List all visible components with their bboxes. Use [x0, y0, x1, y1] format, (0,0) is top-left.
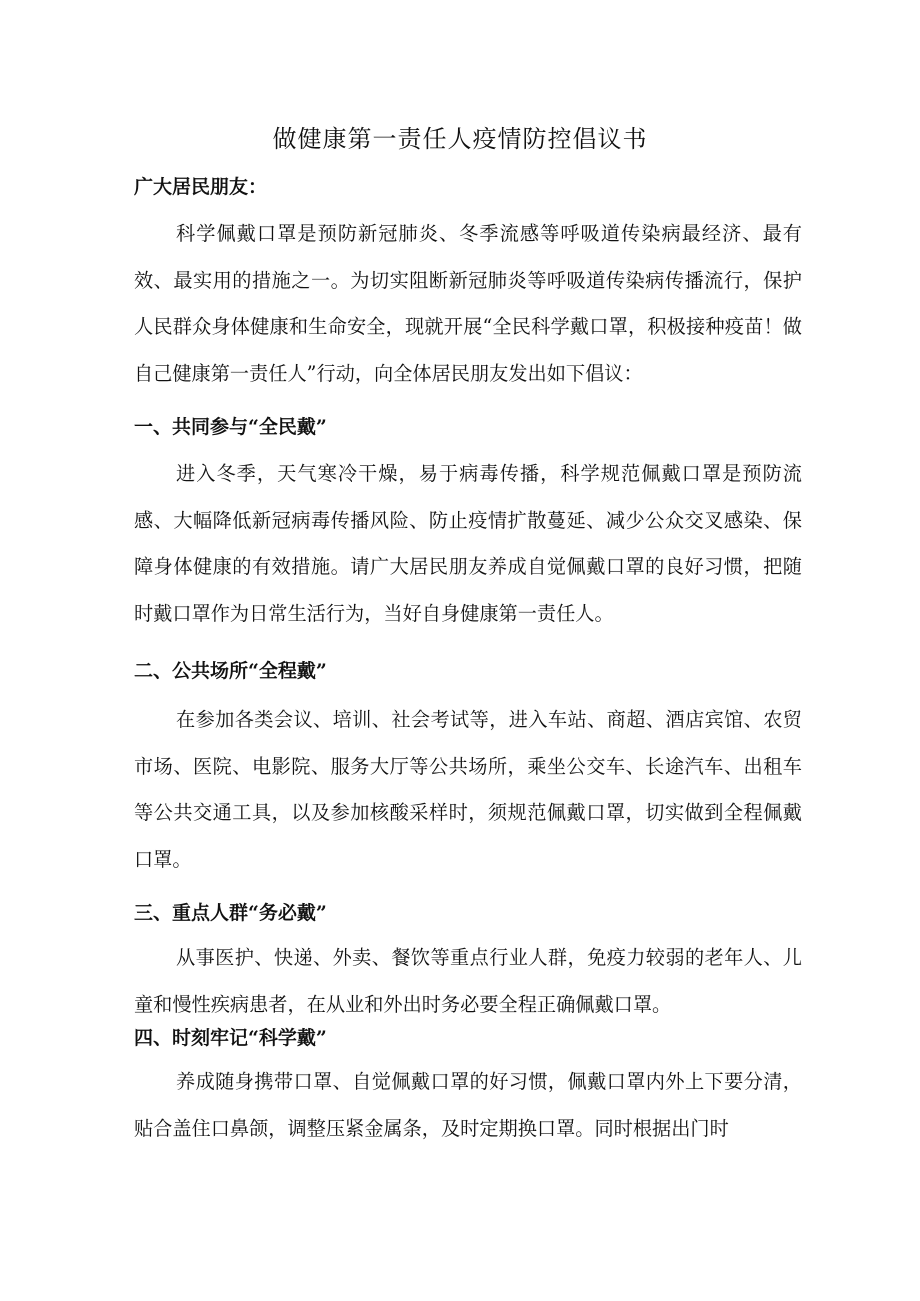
document-title: 做健康第一责任人疫情防控倡议书: [272, 125, 648, 153]
section-heading-3: 三、重点人群“务必戴”: [134, 902, 327, 924]
salutation: 广大居民朋友：: [134, 176, 268, 198]
section-heading-2: 二、公共场所“全程戴”: [134, 660, 327, 682]
section-body-1: 进入冬季，天气寒冷干燥，易于病毒传播，科学规范佩戴口罩是预防流感、大幅降低新冠病毒传播风险、防止疫情扩散蔓延、减少公众交叉感染、保障身体健康的有效措施。请广大居民朋友养成自觉佩戴口罩的良好习惯，把随时戴口罩作为日常生活行为，当好自身健康第一责任人。: [134, 462, 802, 625]
intro-paragraph: 科学佩戴口罩是预防新冠肺炎、冬季流感等呼吸道传染病最经济、最有效、最实用的措施之一。为切实阻断新冠肺炎等呼吸道传染病传播流行，保护人民群众身体健康和生命安全，现就开展“全民科学戴口罩，积极接种疫苗！做自己健康第一责任人”行动，向全体居民朋友发出如下倡议：: [134, 222, 802, 385]
section-body-3: 从事医护、快递、外卖、餐饮等重点行业人群，免疫力较弱的老年人、儿童和慢性疾病患者，在从业和外出时务必要全程正确佩戴口罩。: [134, 946, 802, 1016]
section-heading-1: 一、共同参与“全民戴”: [134, 416, 327, 438]
section-body-4: 养成随身携带口罩、自觉佩戴口罩的好习惯，佩戴口罩内外上下要分清，贴合盖住口鼻颌，调整压紧金属条，及时定期换口罩。同时根据出门时: [134, 1070, 802, 1140]
section-body-2: 在参加各类会议、培训、社会考试等，进入车站、商超、酒店宾馆、农贸市场、医院、电影院、服务大厅等公共场所，乘坐公交车、长途汽车、出租车等公共交通工具，以及参加核酸采样时，须规范佩戴口罩，切实做到全程佩戴口罩。: [134, 708, 802, 871]
section-heading-4: 四、时刻牢记“科学戴”: [134, 1027, 327, 1049]
